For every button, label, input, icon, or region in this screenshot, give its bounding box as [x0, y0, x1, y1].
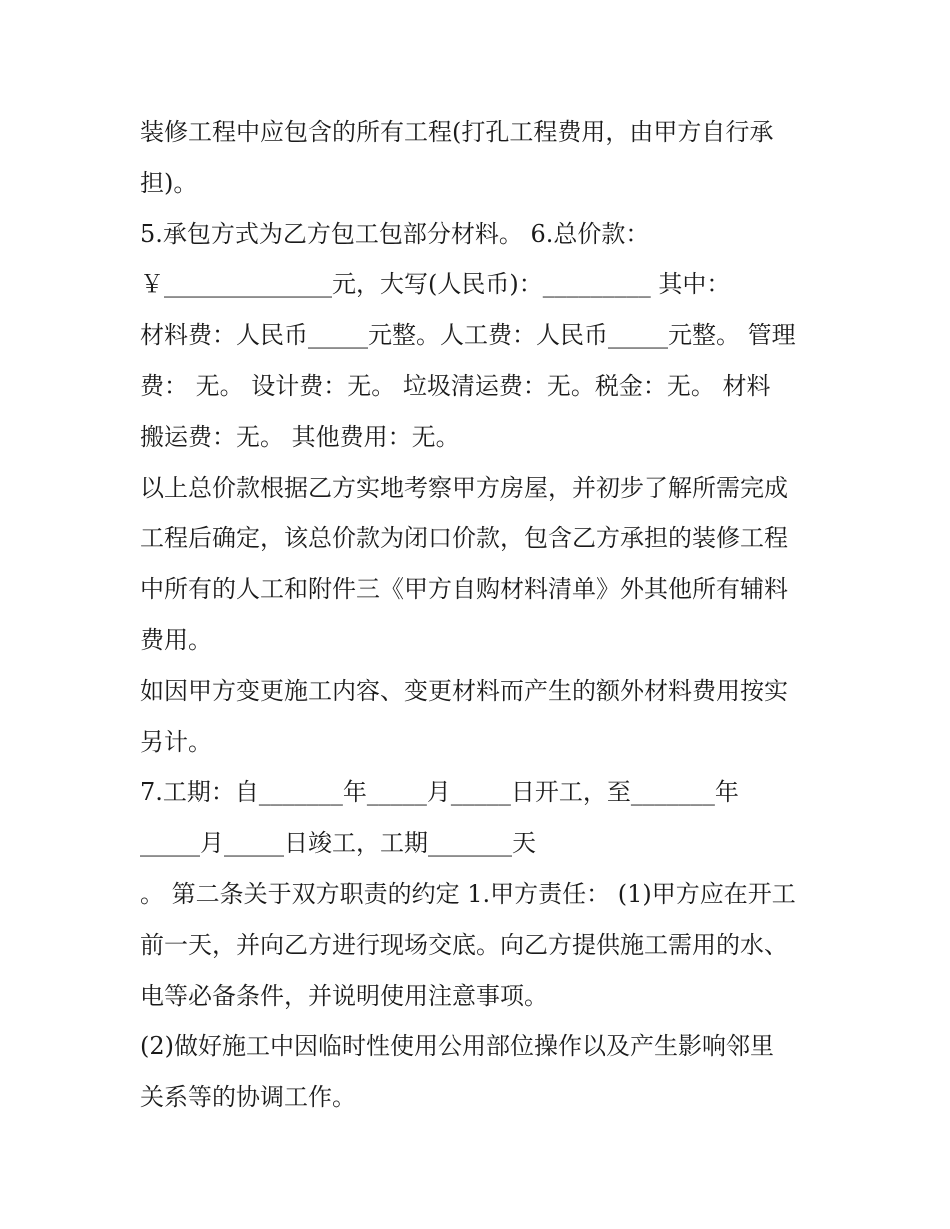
text-line: 担)。	[140, 168, 198, 197]
text-line: 电等必备条件，并说明使用注意事项。	[140, 981, 548, 1010]
text-line: 前一天，并向乙方进行现场交底。向乙方提供施工需用的水、	[140, 930, 788, 959]
text-line: 工程后确定，该总价款为闭口价款，包含乙方承担的装修工程	[140, 524, 788, 553]
text-line: 以上总价款根据乙方实地考察甲方房屋，并初步了解所需完成	[140, 473, 788, 502]
text-line: 另计。	[140, 727, 212, 756]
text-line: ￥______________元，大写(人民币)：_________ 其中：	[140, 270, 731, 299]
text-line: 费： 无。 设计费：无。 垃圾清运费：无。税金：无。 材料	[140, 371, 771, 400]
text-line: 如因甲方变更施工内容、变更材料而产生的额外材料费用按实	[140, 676, 788, 705]
text-line: 费用。	[140, 625, 212, 654]
text-line: 装修工程中应包含的所有工程(打孔工程费用，由甲方自行承	[140, 118, 774, 146]
text-line: 。 第二条关于双方职责的约定 1.甲方责任： (1)甲方应在开工	[140, 879, 796, 908]
text-line: _____月_____日竣工，工期_______天	[140, 829, 536, 858]
text-line: 7.工期：自_______年_____月_____日开工，至_______年	[140, 778, 739, 807]
text-line: 搬运费：无。 其他费用：无。	[140, 422, 460, 451]
contract-text-body	[140, 107, 830, 1123]
text-line: 中所有的人工和附件三《甲方自购材料清单》外其他所有辅料	[140, 575, 788, 604]
text-line: 5.承包方式为乙方包工包部分材料。 6.总价款：	[140, 219, 650, 248]
text-line: 材料费：人民币_____元整。人工费：人民币_____元整。 管理	[140, 321, 796, 350]
text-line: (2)做好施工中因临时性使用公用部位操作以及产生影响邻里	[140, 1032, 774, 1061]
text-line: 关系等的协调工作。	[140, 1083, 356, 1112]
